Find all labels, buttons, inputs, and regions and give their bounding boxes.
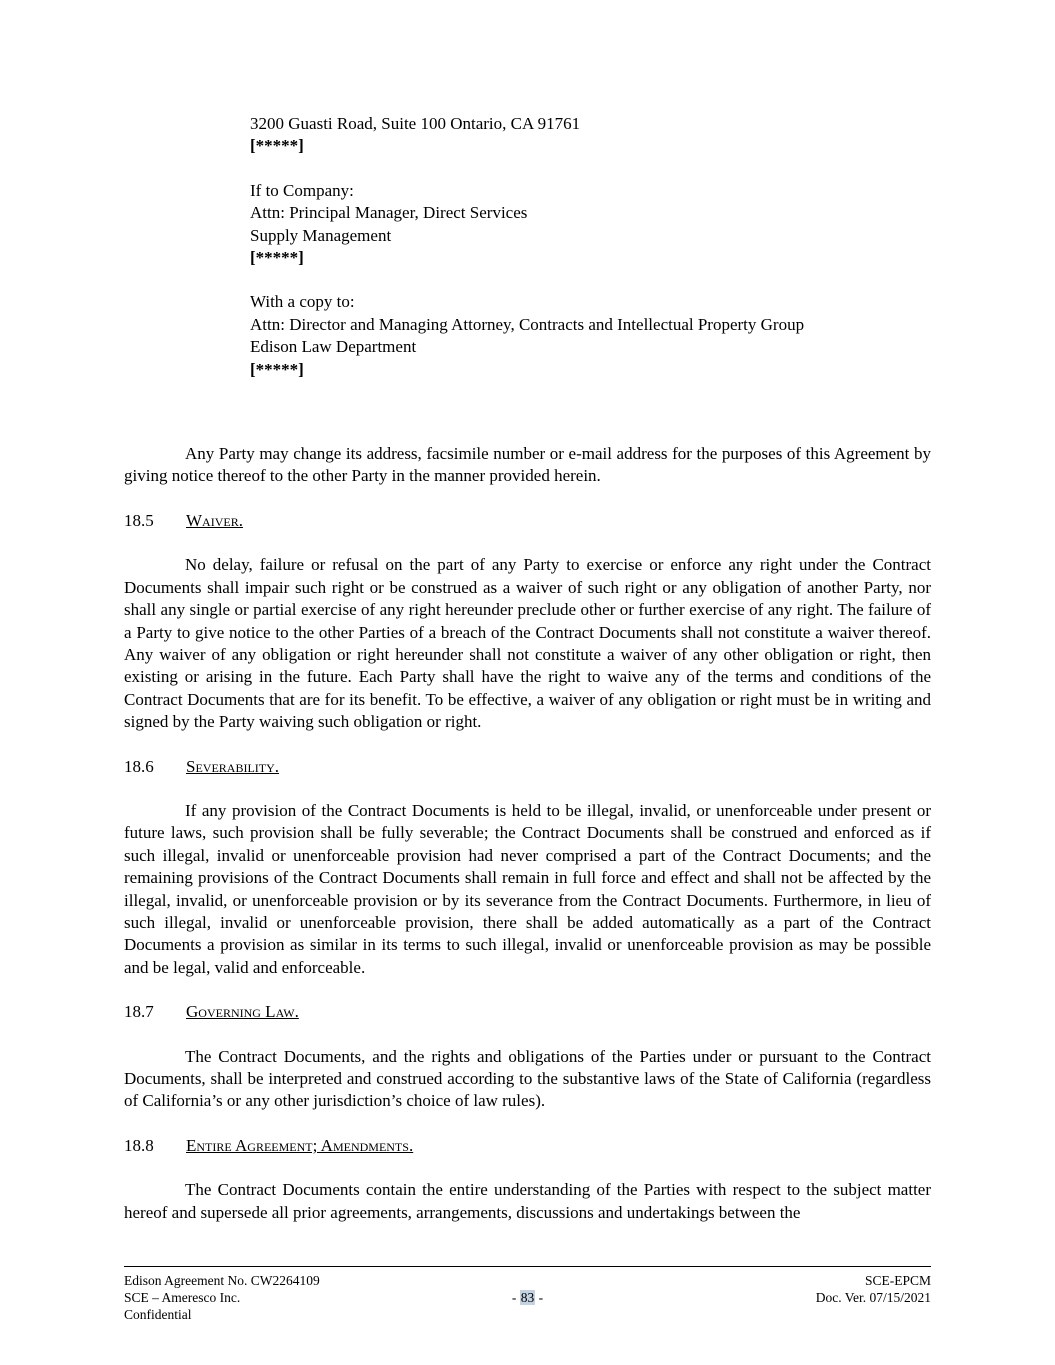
section-title: Entire Agreement; Amendments. <box>186 1135 414 1155</box>
page-number-field: 83 <box>520 1290 535 1305</box>
section-body-18-7: The Contract Documents, and the rights and obligations of the Parties under or pursuant to the Contract Documents, shall be interpreted and construed according to the substantive laws of the State of California (regardless of California’s or any other jurisdiction’s choice of law rules). <box>124 1046 931 1111</box>
address-line: 3200 Guasti Road, Suite 100 Ontario, CA 91761 <box>250 114 581 133</box>
page-footer <box>124 1266 931 1323</box>
section-body-18-6: If any provision of the Contract Documents is held to be illegal, invalid, or unenforceable under present or future laws, such provision shall be fully severable; the Contract Documents shall be construed and enforced as if such illegal, invalid or unenforceable provision had never comprised a part of the Contract Documents; and the remaining provisions of the Contract Documents shall remain in full force and effect and shall not be affected by the illegal, invalid, or unenforceable provision or by its severance from the Contract Documents. Furthermore, in lieu of such illegal, invalid or unenforceable provision, there shall be added automatically as a part of the Contract Documents a provision as similar in its terms to such illegal, invalid or unenforceable provision as may be possible and be legal, valid and enforceable. <box>124 800 931 977</box>
footer-confidential: Confidential <box>124 1307 192 1322</box>
section-heading-18-7 <box>124 1001 931 1023</box>
section-title: Governing Law. <box>186 1002 299 1022</box>
redacted-line: [*****] <box>250 136 304 156</box>
section-number: 18.6 <box>124 756 154 776</box>
section-number: 18.8 <box>124 1135 154 1155</box>
address-line: Edison Law Department <box>250 337 417 357</box>
footer-right <box>543 1272 931 1306</box>
footer-page-number <box>512 1272 543 1306</box>
section-title: Waiver. <box>186 510 243 530</box>
section-body-18-5: No delay, failure or refusal on the part of any Party to exercise or enforce any right under the Contract Documents shall impair such right or be construed as a waiver of such right or any obligation of another Party, nor shall any single or partial exercise of any right hereunder preclude other or further exercise of any right. The failure of a Party to give notice to the other Parties of a breach of the Contract Documents shall not constitute a waiver thereof. Any waiver of any obligation or right hereunder shall not constitute a waiver of any other obligation or right, then existing or arising in the future. Each Party shall have the right to waive any of the terms and conditions of the Contract Documents that are for its benefit. To be effective, a waiver of any obligation or right must be in writing and signed by the Party waiving such obligation or right. <box>124 555 931 732</box>
page-number-suffix: - <box>535 1290 544 1305</box>
notice-address-block <box>250 113 931 403</box>
page-number-prefix: - <box>511 1290 520 1305</box>
address-line: If to Company: <box>250 180 354 200</box>
paragraph-change-address: Any Party may change its address, facsimile number or e-mail address for the purposes of this Agreement by giving notice thereof to the other Party in the manner provided herein. <box>124 444 931 486</box>
address-line: Attn: Principal Manager, Direct Services <box>250 203 528 223</box>
address-group-with-copy-to <box>250 291 931 381</box>
section-number: 18.7 <box>124 1002 154 1022</box>
section-heading-18-5 <box>124 510 931 532</box>
address-group-if-to-company <box>250 180 931 270</box>
address-line: Attn: Director and Managing Attorney, Contracts and Intellectual Property Group <box>250 314 805 334</box>
section-body-18-8: The Contract Documents contain the entire understanding of the Parties with respect to the subject matter hereof and supersede all prior agreements, arrangements, discussions and undertakings between the <box>124 1180 931 1222</box>
section-heading-18-8 <box>124 1135 931 1157</box>
address-group-company-address <box>250 113 931 158</box>
footer-doc-version: Doc. Ver. 07/15/2021 <box>815 1290 931 1305</box>
footer-parties: SCE – Ameresco Inc. <box>124 1290 241 1305</box>
footer-left <box>124 1272 512 1323</box>
address-line: Supply Management <box>250 225 392 245</box>
footer-agreement-number: Edison Agreement No. CW2264109 <box>124 1273 320 1288</box>
section-title: Severability. <box>186 756 280 776</box>
redacted-line: [*****] <box>250 359 304 379</box>
redacted-line: [*****] <box>250 248 304 268</box>
section-number: 18.5 <box>124 510 154 530</box>
footer-doc-type: SCE-EPCM <box>864 1273 931 1288</box>
address-line: With a copy to: <box>250 292 355 312</box>
section-heading-18-6 <box>124 756 931 778</box>
